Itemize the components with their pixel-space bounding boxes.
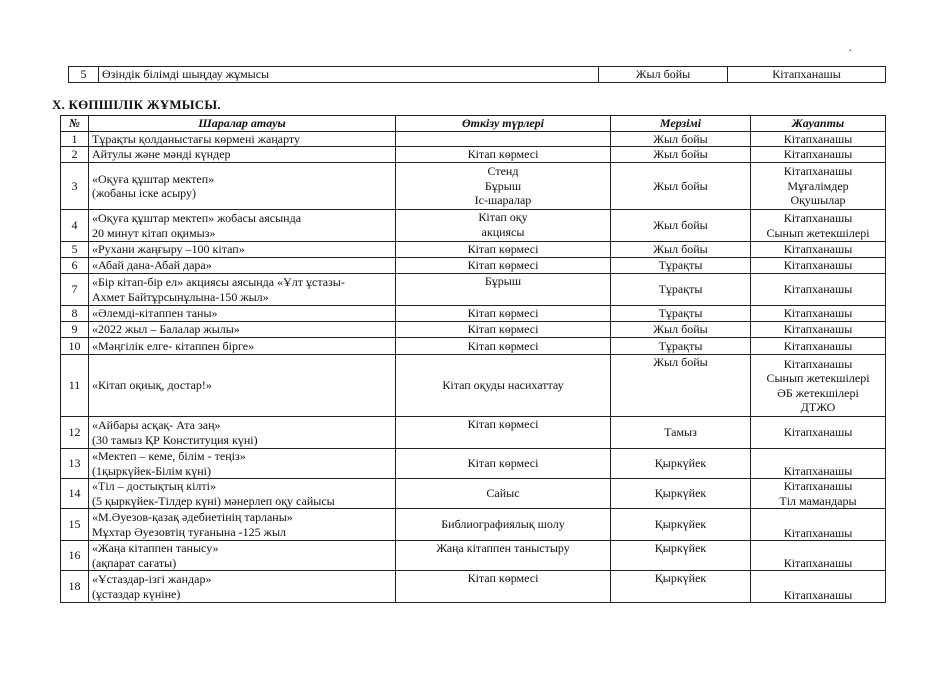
row-name (89, 355, 396, 417)
row-responsible-line: Кітапханашы (783, 555, 853, 570)
row-name-line: «2022 жыл – Балалар жылы» (92, 322, 240, 337)
row-name-line: «Рухани жаңғыру –100 кітап» (92, 242, 245, 257)
row-period: Жыл бойы (611, 210, 751, 242)
row-name-line: «Мектеп – кеме, білім - теңіз» (92, 449, 246, 463)
table-row (61, 338, 886, 355)
row-responsible (751, 338, 886, 355)
row-name (89, 571, 396, 603)
row-type (396, 258, 611, 274)
scan-mark: · (848, 44, 853, 59)
table-row (61, 479, 886, 509)
row-name-line: (30 тамыз ҚР Конституция күні) (92, 432, 258, 447)
row-responsible-line: Кітапханашы (783, 338, 853, 353)
row-name-line: Айтулы және мәнді күндер (92, 147, 231, 162)
row-period: Жыл бойы (599, 67, 728, 83)
row-responsible (751, 509, 886, 541)
row-responsible-line: Кітапханашы (783, 242, 853, 257)
table-row (61, 131, 886, 147)
row-period: Тұрақты (611, 338, 751, 355)
row-name (89, 509, 396, 541)
row-number: 10 (61, 338, 89, 355)
row-type (396, 306, 611, 322)
row-responsible-line: Оқушылар (790, 193, 846, 208)
row-name (89, 163, 396, 210)
row-responsible-line: Кітапханашы (783, 425, 853, 440)
row-responsible (751, 242, 886, 258)
header-name: Шаралар атауы (89, 116, 396, 132)
row-name-line: (5 қыркүйек-Тілдер күні) мәнерлеп оқу сайысы (92, 493, 335, 508)
row-name (89, 210, 396, 242)
row-name-line: (жобаны іске асыру) (92, 186, 196, 200)
header-type: Өткізу түрлері (396, 116, 611, 132)
row-type-line: Библиографиялық шолу (441, 517, 565, 532)
row-name-line: «Ұстаздар-ізгі жандар» (92, 572, 212, 586)
row-name (89, 242, 396, 258)
row-responsible-line: Кітапханашы (783, 587, 853, 602)
row-name-line: Тұрақты қолданыстағы көрмені жаңарту (92, 131, 301, 146)
row-type (396, 541, 611, 571)
row-name-line: (ақпарат сағаты) (92, 555, 177, 570)
row-name-line: «Тіл – достықтың кілті» (92, 479, 216, 493)
row-name (89, 258, 396, 274)
row-type-line: Стенд (487, 164, 519, 179)
row-type-line: Кітап көрмесі (467, 322, 539, 337)
row-period: Жыл бойы (611, 355, 751, 417)
row-name-line: Мұхтар Әуезовтің туғанына -125 жыл (92, 524, 287, 539)
row-name (89, 306, 396, 322)
row-responsible-line: Кітапханашы (783, 164, 853, 179)
row-type-line: Кітап көрмесі (467, 147, 539, 162)
row-name: Өзіндік білімді шыңдау жұмысы (99, 67, 599, 83)
row-type-line: Кітап оқу (478, 210, 528, 224)
row-responsible-line: ӘБ жетекшілері (777, 385, 859, 400)
row-name-line: Ахмет Байтұрсынұлына-150 жыл» (92, 289, 269, 304)
row-responsible-line: Кітапханашы (783, 479, 853, 493)
table-row (61, 210, 886, 242)
row-type-line: Сайыс (486, 486, 520, 501)
row-responsible-line: Сынып жетекшілері (766, 371, 870, 385)
row-responsible (751, 210, 886, 242)
row-name (89, 541, 396, 571)
row-name (89, 322, 396, 338)
row-name-line: «Бір кітап-бір ел» акциясы аясында «Ұлт ұстазы- (92, 275, 345, 289)
table-row (61, 571, 886, 603)
table-row (61, 147, 886, 163)
row-responsible (751, 479, 886, 509)
table-row (69, 67, 886, 83)
row-type-line: Кітап көрмесі (467, 338, 539, 353)
row-type (396, 131, 611, 147)
row-period: Қыркүйек (611, 509, 751, 541)
row-number: 12 (61, 417, 89, 449)
row-responsible-line: Кітапханашы (783, 306, 853, 321)
events-table (60, 115, 886, 603)
row-type (396, 242, 611, 258)
row-number: 14 (61, 479, 89, 509)
table-row (61, 274, 886, 306)
table-row (61, 258, 886, 274)
row-type-line: Іс-шаралар (474, 193, 532, 208)
row-responsible-line: Кітапханашы (783, 147, 853, 162)
table-row (61, 509, 886, 541)
row-period: Жыл бойы (611, 322, 751, 338)
row-type (396, 479, 611, 509)
row-type (396, 449, 611, 479)
row-type (396, 509, 611, 541)
row-responsible-line: Кітапханашы (783, 322, 853, 337)
row-number: 11 (61, 355, 89, 417)
row-type (396, 274, 611, 306)
header-responsible: Жауапты (751, 116, 886, 132)
row-number: 9 (61, 322, 89, 338)
row-number: 2 (61, 147, 89, 163)
row-responsible-line: Кітапханашы (783, 525, 853, 540)
table-row (61, 322, 886, 338)
row-name-line: «М.Әуезов-қазақ әдебиетінің тарланы» (92, 510, 293, 524)
row-period: Тамыз (611, 417, 751, 449)
row-responsible-line: Кітапханашы (783, 211, 853, 225)
row-type-line: Кітап көрмесі (467, 571, 539, 585)
row-responsible-line: Кітапханашы (783, 282, 853, 297)
row-type (396, 147, 611, 163)
row-responsible: Кітапханашы (728, 67, 886, 83)
row-responsible (751, 541, 886, 571)
table-header-row (61, 116, 886, 132)
row-type (396, 163, 611, 210)
row-responsible (751, 449, 886, 479)
table-body (61, 131, 886, 603)
row-responsible-line: Кітапханашы (783, 131, 853, 146)
row-name-line: «Оқуға құштар мектеп» (92, 171, 215, 186)
table-row (61, 417, 886, 449)
row-number: 13 (61, 449, 89, 479)
row-responsible (751, 274, 886, 306)
row-period: Тұрақты (611, 274, 751, 306)
row-responsible (751, 163, 886, 210)
row-name (89, 417, 396, 449)
row-name-line: (1қыркүйек-Білім күні) (92, 463, 212, 478)
previous-section-table (68, 66, 886, 83)
row-period: Қыркүйек (611, 479, 751, 509)
row-number: 5 (61, 242, 89, 258)
row-number: 3 (61, 163, 89, 210)
row-period: Қыркүйек (611, 571, 751, 603)
table-row (61, 242, 886, 258)
row-type-line: Кітап оқуды насихаттау (442, 378, 564, 393)
row-type (396, 417, 611, 449)
row-type-line: Бұрыш (484, 178, 522, 193)
row-period: Тұрақты (611, 258, 751, 274)
row-number: 5 (69, 67, 99, 83)
header-period: Мерзімі (611, 116, 751, 132)
row-number: 7 (61, 274, 89, 306)
row-type-line: Жаңа кітаппен таныстыру (436, 541, 570, 555)
row-period: Жыл бойы (611, 147, 751, 163)
row-responsible (751, 147, 886, 163)
row-name-line: «Абай дана-Абай дара» (92, 258, 212, 273)
row-responsible-line: Мұғалімдер (787, 178, 849, 193)
table-row (61, 541, 886, 571)
row-responsible (751, 322, 886, 338)
row-name-line: (ұстаздар күніне) (92, 586, 181, 601)
table-row (61, 449, 886, 479)
row-period: Жыл бойы (611, 242, 751, 258)
row-name (89, 131, 396, 147)
row-period: Қыркүйек (611, 541, 751, 571)
row-responsible (751, 355, 886, 417)
row-type (396, 210, 611, 242)
row-name-line: «Мәңгілік елге- кітаппен бірге» (92, 338, 255, 353)
row-responsible-line: Кітапханашы (783, 258, 853, 273)
row-number: 18 (61, 571, 89, 603)
row-type (396, 338, 611, 355)
row-number: 4 (61, 210, 89, 242)
row-type-line: Бұрыш (484, 274, 522, 288)
row-name-line: «Айбары асқақ- Ата заң» (92, 418, 221, 432)
row-responsible-line: Тіл мамандары (779, 493, 857, 508)
row-responsible (751, 258, 886, 274)
table-row (61, 355, 886, 417)
row-responsible (751, 131, 886, 147)
row-number: 15 (61, 509, 89, 541)
row-period: Қыркүйек (611, 449, 751, 479)
row-type-line: акциясы (481, 224, 525, 239)
row-responsible-line: Кітапханашы (783, 463, 853, 478)
row-name (89, 274, 396, 306)
row-type-line: Кітап көрмесі (467, 417, 539, 431)
row-type (396, 355, 611, 417)
section-title: X. КӨПШІЛІК ЖҰМЫСЫ. (52, 97, 221, 112)
row-responsible (751, 571, 886, 603)
row-responsible-line: ДТЖО (800, 400, 836, 414)
row-period: Жыл бойы (611, 131, 751, 147)
row-name (89, 479, 396, 509)
row-number: 8 (61, 306, 89, 322)
table-row (61, 306, 886, 322)
row-name-line: «Әлемді-кітаппен таны» (92, 306, 218, 321)
row-responsible-line: Кітапханашы (783, 356, 853, 371)
row-type-line: Кітап көрмесі (467, 242, 539, 257)
row-type (396, 322, 611, 338)
row-period: Жыл бойы (611, 163, 751, 210)
header-number: № (61, 116, 89, 132)
row-period: Тұрақты (611, 306, 751, 322)
row-name-line: «Оқуға құштар мектеп» жобасы аясында (92, 211, 302, 225)
row-type-line: Кітап көрмесі (467, 456, 539, 471)
row-name (89, 449, 396, 479)
row-type (396, 571, 611, 603)
row-number: 16 (61, 541, 89, 571)
row-name-line: 20 минут кітап оқимыз» (92, 225, 216, 240)
row-number: 1 (61, 131, 89, 147)
row-name-line: «Жаңа кітаппен танысу» (92, 541, 219, 555)
row-type-line: Кітап көрмесі (467, 306, 539, 321)
row-responsible (751, 417, 886, 449)
row-name-line: «Кітап оқиық, достар!» (92, 378, 212, 393)
row-type-line: Кітап көрмесі (467, 258, 539, 273)
row-name (89, 147, 396, 163)
row-responsible-line: Сынып жетекшілері (766, 225, 870, 240)
row-number: 6 (61, 258, 89, 274)
row-name (89, 338, 396, 355)
row-responsible (751, 306, 886, 322)
table-row (61, 163, 886, 210)
